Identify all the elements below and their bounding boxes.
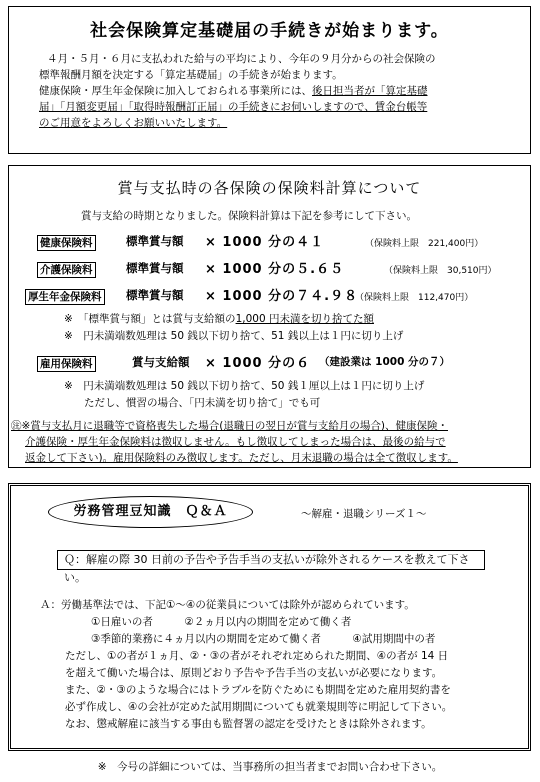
label-care: 介護保険料 (37, 262, 96, 278)
cap-health: （保険料上限 221,400円） (365, 239, 484, 249)
bonus-row-care (37, 258, 96, 277)
qa-section (8, 483, 531, 751)
bonus-warning-3: 返金して下さい)。雇用保険料のみ徴収します。ただし、月末退職の場合は全て徴収します。 (25, 452, 458, 464)
bonus-row-pension (25, 285, 105, 304)
label-employment: 雇用保険料 (37, 356, 96, 372)
answer-line-6: また、②・③のような場合にはトラブルを防ぐためにも期間を定めた雇用契約書を (65, 684, 451, 696)
social-insurance-notice (8, 6, 531, 154)
notice-line-3 (39, 83, 428, 99)
answer-line-5: を超えて働いた場合は、原則どおり予告や予告手当の支払いが必要になります。 (65, 667, 443, 679)
answer-line-7: 必ず作成し、④の会社が定めた試用期間についても就業規則等に明記して下さい。 (65, 701, 453, 713)
footer-note: ※ 今号の詳細については、当事務所の担当者までお問い合わせ下さい。 (97, 761, 443, 773)
label-health: 健康保険料 (37, 235, 96, 251)
notice-line-5: のご用意をよろしくお願いいたします。 (39, 117, 228, 129)
basis-pension: 標準賞与額 (126, 288, 184, 302)
cap-care: （保険料上限 30,510円） (384, 266, 497, 276)
bonus-note-2: ※ 円未満端数処理は 50 銭以下切り捨て、51 銭以上は１円に切り上げ (64, 330, 404, 342)
bonus-intro: 賞与支給の時期となりました。保険料計算は下記を参考にして下さい。 (81, 210, 417, 222)
bonus-warning-2: 介護保険・厚生年金保険料は徴収しません。もし徴収してしまった場合は、最後の給与で (25, 436, 446, 448)
answer-line-1: Ａ：労働基準法では、下記①～④の従業員については除外が認められています。 (40, 599, 415, 611)
extra-employment: （建設業は 1000 分の７） (319, 356, 451, 368)
bonus-calculation-section (8, 165, 531, 468)
notice-line-4: 届」「月額変更届」「取得時報酬訂正届」の手続きにお伺いしますので、賃金台帳等 (39, 101, 428, 113)
notice-line-2: 標準報酬月額を決定する「算定基礎届」の手続きが始まります。 (39, 69, 343, 81)
bonus-note-1a: ※ 「標準賞与額」とは賞与支給額の (64, 313, 236, 325)
bonus-note-3: ※ 円未満端数処理は 50 銭以下切り捨て、50 銭１厘以上は１円に切り上げ (64, 380, 425, 392)
label-pension: 厚生年金保険料 (25, 289, 105, 305)
bonus-note-1b: 1,000 円未満を切り捨てた額 (235, 313, 374, 325)
qa-question: Ｑ：解雇の際 30 日前の予告や予告手当の支払いが除外されるケースを教えて下さい。 (57, 550, 485, 570)
qa-series: ～解雇・退職シリーズ１～ (301, 508, 427, 520)
bonus-row-employment (37, 352, 96, 371)
basis-employment: 賞与支給額 (132, 355, 190, 369)
rate-care: × 1000 分の５.６５ (205, 262, 345, 277)
basis-care: 標準賞与額 (126, 261, 184, 275)
bonus-note-1 (64, 311, 374, 326)
notice-line-1: ４月・５月・６月に支払われた給与の平均により、今年の９月分からの社会保険の (47, 53, 436, 65)
rate-health: × 1000 分の４１ (205, 235, 325, 250)
rate-pension: × 1000 分の７４.９８ (205, 289, 359, 304)
answer-line-2: ①日雇いの者 ②２ヵ月以内の期間を定めて働く者 (91, 616, 352, 628)
bonus-warning-1: ㊟※賞与支払月に退職等で資格喪失した場合(退職日の翌日が賞与支給月の場合)、健康保険・ (11, 420, 448, 432)
answer-line-8: なお、懲戒解雇に該当する事由も監督署の認定を受けたときは除外されます。 (65, 718, 432, 730)
bonus-note-4: ただし、慣習の場合、「円未満を切り捨て」でも可 (84, 397, 321, 409)
bonus-title: 賞与支払時の各保険の保険料計算について (117, 179, 422, 197)
bonus-row-health (37, 231, 96, 250)
notice-line-3a: 健康保険・厚生年金保険に加入しておられる事業所には、 (39, 85, 312, 97)
rate-employment: × 1000 分の６ (205, 356, 311, 371)
basis-health: 標準賞与額 (126, 234, 184, 248)
cap-pension: （保険料上限 112,470円） (355, 293, 474, 303)
answer-line-4: ただし、①の者が１ヵ月、②・③の者がそれぞれ定められた期間、④の者が 14 日 (65, 650, 449, 662)
notice-line-3b: 後日担当者が「算定基礎 (312, 85, 428, 97)
answer-line-3: ③季節的業務に４ヵ月以内の期間を定めて働く者 ④試用期間中の者 (91, 633, 436, 645)
notice-title: 社会保険算定基礎届の手続きが始まります。 (90, 21, 449, 41)
qa-badge: 労務管理豆知識 Ｑ＆Ａ (48, 496, 253, 528)
